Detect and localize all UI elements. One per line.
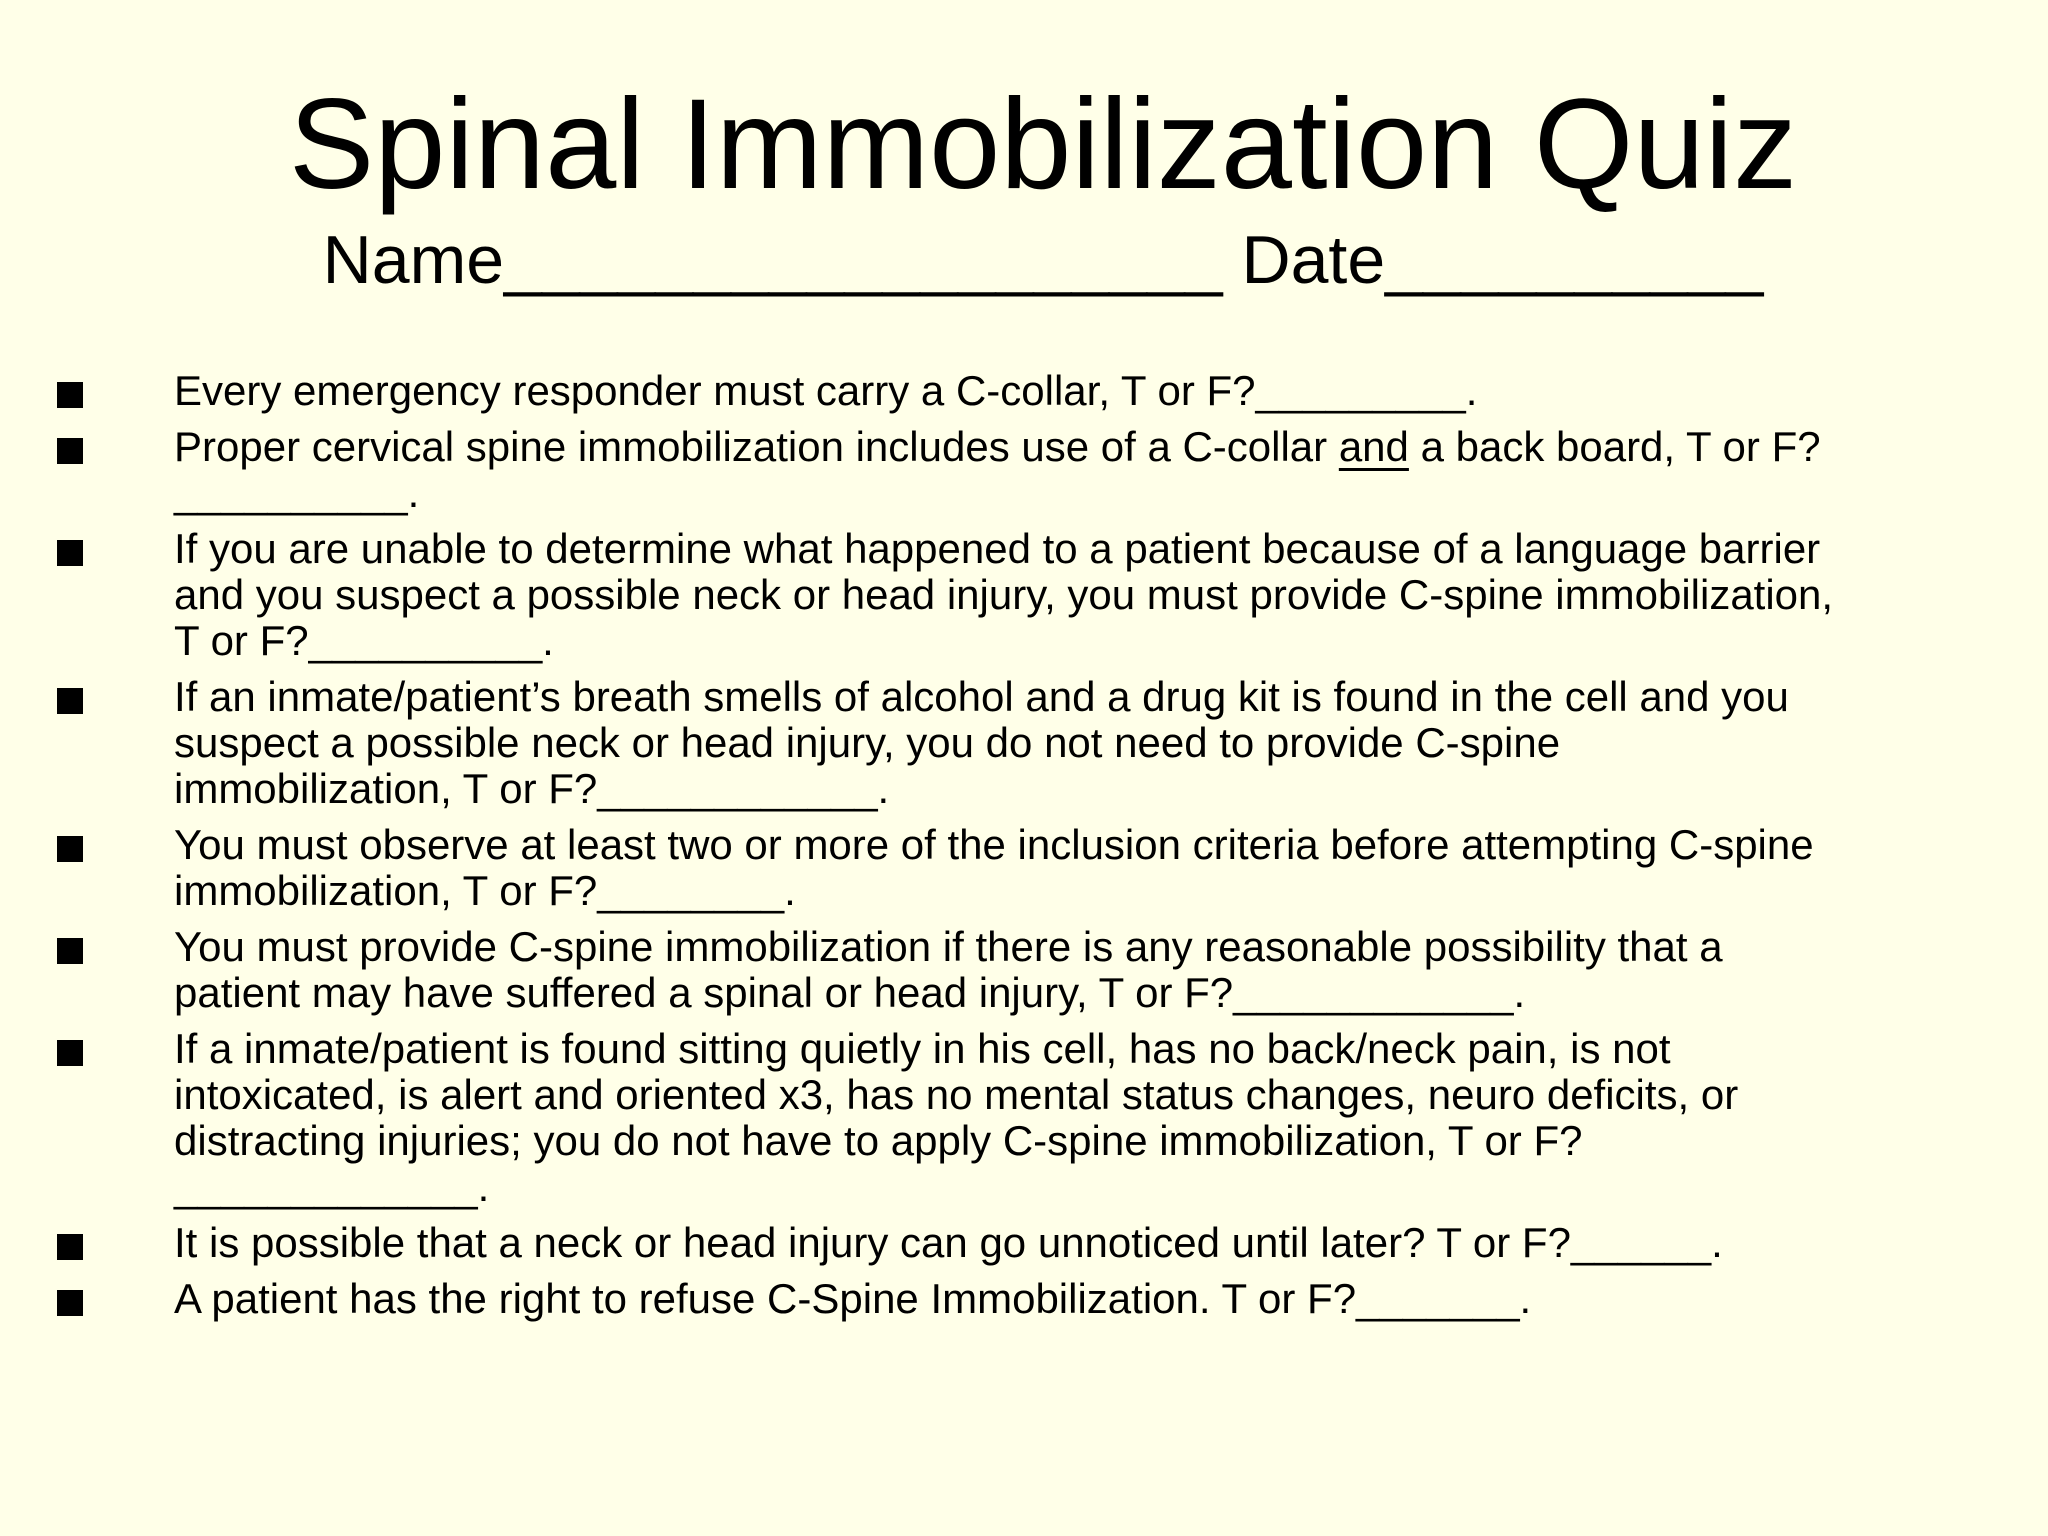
name-date-line: Name___________________ Date__________ bbox=[322, 222, 1764, 298]
question-6 bbox=[0, 924, 2048, 1016]
question-list bbox=[0, 368, 2048, 1332]
question-5 bbox=[0, 822, 2048, 914]
question-7-line-3: distracting injuries; you do not have to apply C-spine immobilization, T or F? bbox=[174, 1117, 1583, 1164]
question-5-line-2: immobilization, T or F?________. bbox=[174, 867, 796, 914]
question-9-line-1: A patient has the right to refuse C-Spine Immobilization. T or F?_______. bbox=[174, 1275, 1532, 1322]
square-bullet-icon bbox=[57, 688, 83, 714]
question-8-line-1: It is possible that a neck or head injury can go unnoticed until later? T or F?______. bbox=[174, 1219, 1723, 1266]
question-9 bbox=[0, 1276, 2048, 1322]
question-4-line-2: suspect a possible neck or head injury, you do not need to provide C-spine bbox=[174, 719, 1561, 766]
question-3-line-1: If you are unable to determine what happened to a patient because of a language barrier bbox=[174, 525, 1821, 572]
question-2-line-2: __________. bbox=[174, 469, 420, 516]
quiz-title: Spinal Immobilization Quiz bbox=[288, 73, 1798, 216]
question-7-line-2: intoxicated, is alert and oriented x3, has no mental status changes, neuro deficits, or bbox=[174, 1071, 1739, 1118]
question-7-line-4: _____________. bbox=[174, 1163, 490, 1210]
underlined-and-text: and bbox=[1338, 423, 1409, 470]
question-2-line-1 bbox=[174, 424, 2024, 470]
question-4-line-1: If an inmate/patient’s breath smells of alcohol and a drug kit is found in the cell and you bbox=[174, 673, 1789, 720]
square-bullet-icon bbox=[57, 382, 83, 408]
question-1 bbox=[0, 368, 2048, 414]
question-1-line-1: Every emergency responder must carry a C-collar, T or F?_________. bbox=[174, 367, 1478, 414]
square-bullet-icon bbox=[57, 540, 83, 566]
square-bullet-icon bbox=[57, 836, 83, 862]
question-2-text-end: a back board, T or F? bbox=[1408, 423, 1821, 470]
square-bullet-icon bbox=[57, 1234, 83, 1260]
question-8 bbox=[0, 1220, 2048, 1266]
question-3-line-2: and you suspect a possible neck or head injury, you must provide C-spine immobilization, bbox=[174, 571, 1834, 618]
square-bullet-icon bbox=[57, 938, 83, 964]
question-6-line-2: patient may have suffered a spinal or head injury, T or F?____________. bbox=[174, 969, 1526, 1016]
question-2 bbox=[0, 424, 2048, 516]
square-bullet-icon bbox=[57, 1290, 83, 1316]
question-4-line-3: immobilization, T or F?____________. bbox=[174, 765, 890, 812]
square-bullet-icon bbox=[57, 438, 83, 464]
question-5-line-1: You must observe at least two or more of the inclusion criteria before attempting C-spine bbox=[174, 821, 1814, 868]
question-7-line-1: If a inmate/patient is found sitting quietly in his cell, has no back/neck pain, is not bbox=[174, 1025, 1671, 1072]
question-3-line-3: T or F?__________. bbox=[174, 617, 554, 664]
question-4 bbox=[0, 674, 2048, 812]
question-2-text-start: Proper cervical spine immobilization includes use of a C-collar bbox=[174, 423, 1339, 470]
question-6-line-1: You must provide C-spine immobilization if there is any reasonable possibility that a bbox=[174, 923, 1723, 970]
square-bullet-icon bbox=[57, 1040, 83, 1066]
question-3 bbox=[0, 526, 2048, 664]
question-7 bbox=[0, 1026, 2048, 1210]
